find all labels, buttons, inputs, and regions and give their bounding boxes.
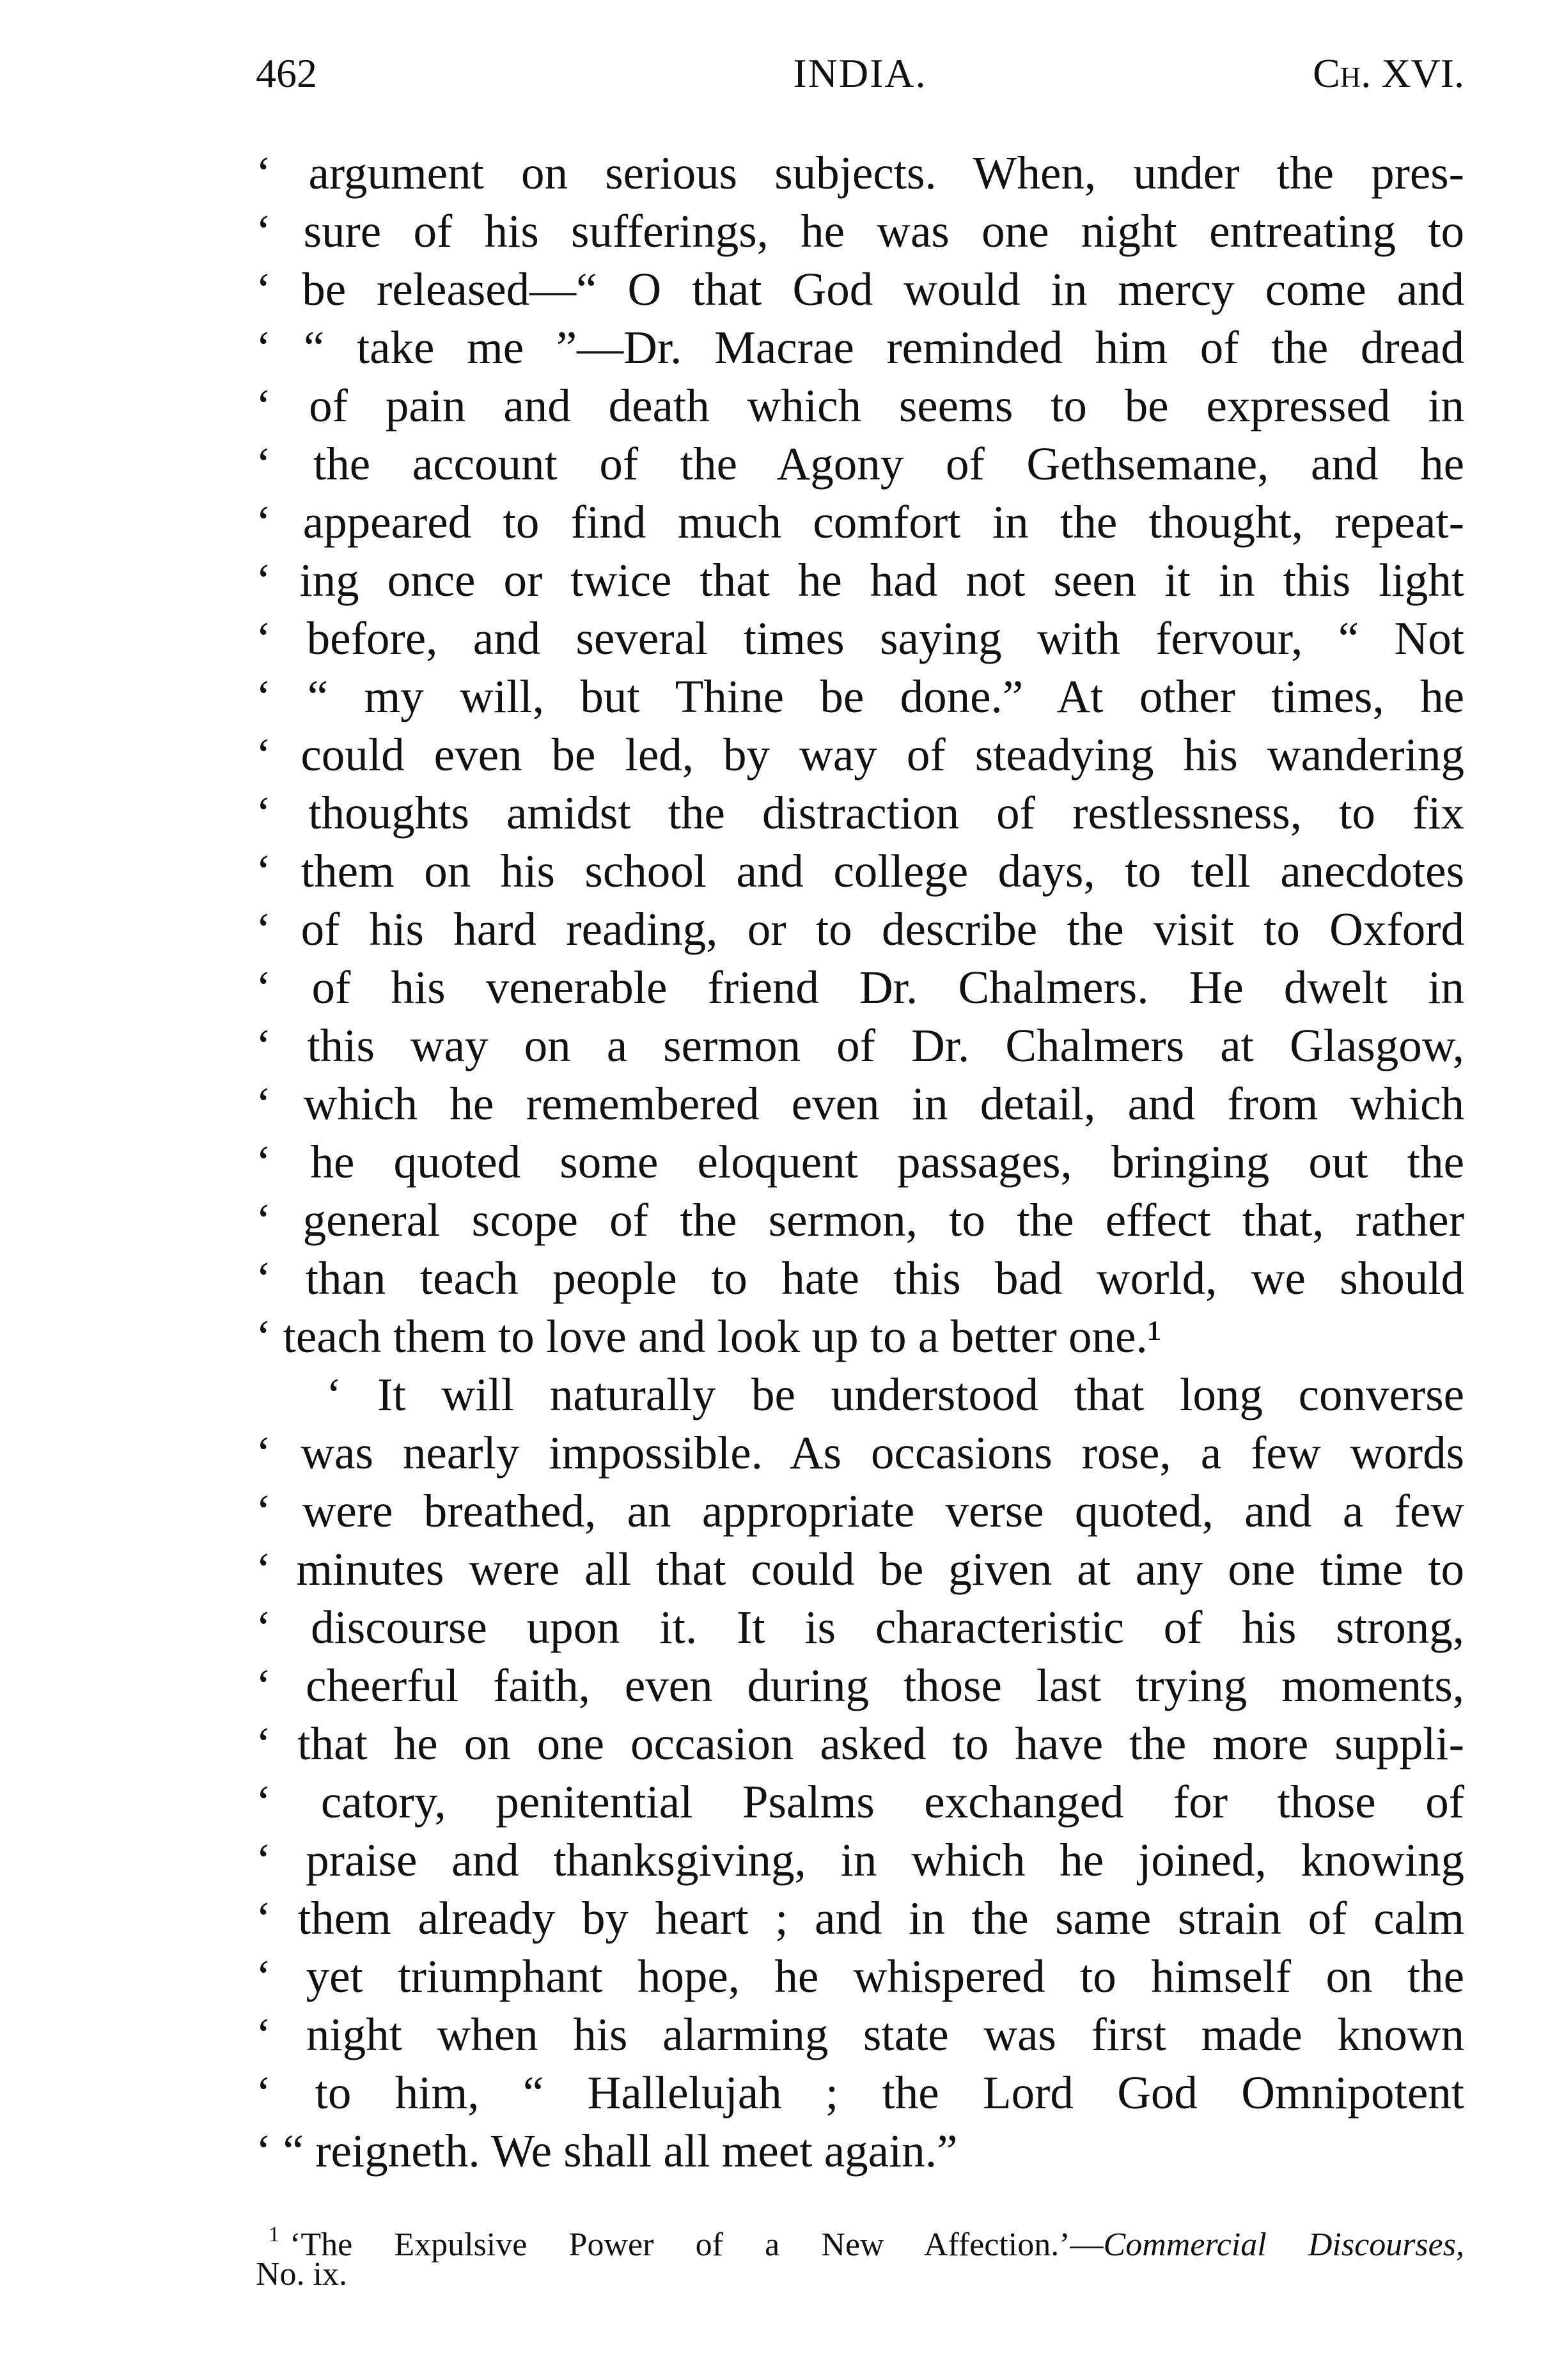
text-line: ‘ “ my will, but Thine be done.” At other times, he bbox=[256, 671, 1464, 722]
text-line: ‘ before, and several times saying with fervour, “ Not bbox=[256, 612, 1464, 664]
footnote-source: Commercial Discourses, bbox=[1103, 2227, 1464, 2263]
text-line: ‘ catory, penitential Psalms exchanged for those of bbox=[256, 1776, 1464, 1828]
text-line: ‘ which he remembered even in detail, and from which bbox=[256, 1078, 1464, 1130]
running-title: INDIA. bbox=[793, 51, 927, 96]
footnotes bbox=[256, 2215, 1464, 2294]
text-line: ‘ this way on a sermon of Dr. Chalmers at Glasgow, bbox=[256, 1020, 1464, 1071]
text-line: ‘ the account of the Agony of Gethsemane, and he bbox=[256, 438, 1464, 490]
text-line: ‘ of his hard reading, or to describe the visit to Oxford bbox=[256, 903, 1464, 955]
text-line: ‘ thoughts amidst the distraction of restlessness, to fix bbox=[256, 787, 1464, 839]
text-line: ‘ appeared to find much comfort in the thought, repeat- bbox=[256, 496, 1464, 548]
page-number: 462 bbox=[256, 51, 317, 96]
text-line: ‘ discourse upon it. It is characteristic of his strong, bbox=[256, 1601, 1464, 1653]
text-line: ‘ them on his school and college days, to tell anecdotes bbox=[256, 845, 1464, 897]
text-line: ‘ argument on serious subjects. When, under the pres- bbox=[256, 147, 1464, 199]
text-line: ‘ to him, “ Hallelujah ; the Lord God Omnipotent bbox=[256, 2067, 1464, 2119]
text-line: ‘ praise and thanksgiving, in which he joined, knowing bbox=[256, 1834, 1464, 1886]
footnote bbox=[256, 2215, 1464, 2263]
footnote-marker: 1 bbox=[269, 2223, 279, 2246]
footnote-title: ‘The Expulsive Power of a New Affection.’— bbox=[290, 2227, 1104, 2263]
chapter-label: Ch. XVI. bbox=[1313, 51, 1464, 96]
page-header bbox=[256, 50, 1464, 107]
text-line: ‘ that he on one occasion asked to have the more suppli- bbox=[256, 1718, 1464, 1769]
body-text bbox=[256, 144, 1464, 2180]
text-line: ‘ cheerful faith, even during those last trying moments, bbox=[256, 1660, 1464, 1711]
text-line: ‘ night when his alarming state was first made known bbox=[256, 2009, 1464, 2060]
text-line: ‘ them already by heart ; and in the same strain of calm bbox=[256, 1892, 1464, 1944]
text-line: ‘ of his venerable friend Dr. Chalmers. He dwelt in bbox=[256, 961, 1464, 1013]
text-line: ‘ was nearly impossible. As occasions rose, a few words bbox=[256, 1427, 1464, 1479]
text-line: ‘ general scope of the sermon, to the effect that, rather bbox=[256, 1194, 1464, 1246]
text-line: ‘ of pain and death which seems to be expressed in bbox=[256, 380, 1464, 432]
text-line: ‘ minutes were all that could be given at any one time to bbox=[256, 1543, 1464, 1595]
text-line: ‘ “ take me ”—Dr. Macrae reminded him of the dread bbox=[256, 322, 1464, 373]
text-line: ‘ than teach people to hate this bad world, we should bbox=[256, 1252, 1464, 1304]
text-line: ‘ were breathed, an appropriate verse quoted, and a few bbox=[256, 1485, 1464, 1537]
text-line: ‘ sure of his sufferings, he was one night entreating to bbox=[256, 205, 1464, 257]
text-line: ‘ yet triumphant hope, he whispered to himself on the bbox=[256, 1950, 1464, 2002]
text-line: ‘ be released—“ O that God would in mercy come and bbox=[256, 263, 1464, 315]
footnote-continuation: No. ix. bbox=[256, 2256, 347, 2292]
text-line-paragraph-start: ‘ It will naturally be understood that long converse bbox=[326, 1369, 1464, 1420]
text-line-paragraph-end: ‘ teach them to love and look up to a better one.¹ bbox=[256, 1311, 1162, 1362]
text-line: ‘ could even be led, by way of steadying his wandering bbox=[256, 729, 1464, 781]
text-line: ‘ ing once or twice that he had not seen it in this light bbox=[256, 554, 1464, 606]
text-line-paragraph-end: ‘ “ reigneth. We shall all meet again.” bbox=[256, 2125, 958, 2177]
text-line: ‘ he quoted some eloquent passages, bringing out the bbox=[256, 1136, 1464, 1188]
